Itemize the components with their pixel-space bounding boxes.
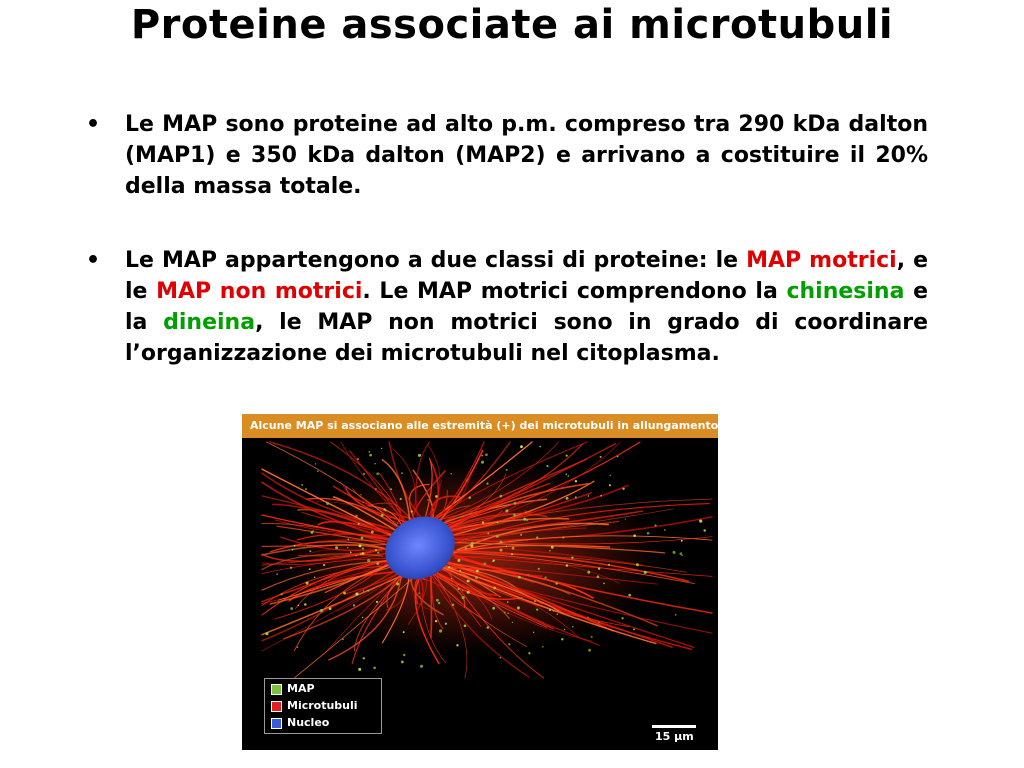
map-speckle bbox=[561, 638, 563, 640]
map-speckle bbox=[439, 629, 442, 632]
map-speckle bbox=[625, 518, 626, 519]
map-speckle bbox=[435, 620, 437, 622]
map-speckle bbox=[362, 547, 364, 549]
map-speckle bbox=[505, 509, 508, 512]
map-speckle bbox=[377, 552, 379, 554]
map-speckle bbox=[551, 546, 554, 549]
legend-swatch bbox=[271, 701, 282, 712]
map-speckle bbox=[511, 553, 513, 555]
map-speckle bbox=[361, 537, 364, 540]
map-speckle bbox=[464, 624, 467, 627]
map-speckle bbox=[470, 544, 473, 547]
map-speckle bbox=[312, 530, 314, 532]
map-speckle bbox=[504, 612, 506, 614]
text-run: , le MAP non motrici sono in grado di coordinare l’organizzazione dei microtubuli nel citoplasma. bbox=[125, 310, 929, 366]
map-speckle bbox=[290, 567, 292, 569]
map-speckle bbox=[568, 475, 570, 477]
map-speckle bbox=[396, 582, 399, 585]
slide-title: Proteine associate ai microtubuli bbox=[130, 2, 894, 48]
map-speckle bbox=[526, 519, 528, 521]
map-speckle bbox=[309, 550, 311, 552]
map-speckle bbox=[358, 544, 361, 547]
map-speckle bbox=[294, 545, 296, 547]
map-speckle bbox=[528, 652, 530, 654]
map-speckle bbox=[633, 534, 636, 537]
map-speckle bbox=[539, 446, 541, 448]
map-speckle bbox=[315, 463, 316, 464]
map-speckle bbox=[566, 497, 569, 500]
map-speckle bbox=[381, 448, 382, 449]
map-speckle bbox=[355, 515, 357, 517]
map-speckle bbox=[636, 563, 639, 566]
map-speckle bbox=[427, 499, 428, 500]
map-speckle bbox=[390, 488, 392, 490]
map-speckle bbox=[500, 657, 502, 659]
map-speckle bbox=[587, 617, 589, 619]
map-speckle bbox=[482, 521, 484, 523]
legend-label: Nucleo bbox=[287, 716, 330, 729]
legend-label: Microtubuli bbox=[287, 699, 358, 712]
legend-item-map bbox=[265, 681, 381, 697]
map-speckle bbox=[450, 473, 451, 474]
legend-label: MAP bbox=[287, 682, 315, 695]
map-speckle bbox=[598, 568, 600, 570]
map-speckle bbox=[512, 622, 513, 623]
map-speckle bbox=[588, 649, 591, 652]
map-speckle bbox=[533, 632, 534, 633]
map-speckle bbox=[418, 592, 420, 594]
map-speckle bbox=[562, 537, 564, 539]
map-speckle bbox=[420, 665, 423, 668]
map-speckle bbox=[375, 549, 377, 551]
map-speckle bbox=[608, 564, 610, 566]
bullet-text-2 bbox=[125, 245, 928, 369]
map-speckle bbox=[280, 593, 282, 595]
micrograph-figure bbox=[242, 414, 718, 750]
map-speckle bbox=[358, 668, 361, 671]
map-speckle bbox=[587, 571, 590, 574]
map-speckle bbox=[381, 514, 384, 517]
map-speckle bbox=[644, 571, 647, 574]
map-speckle bbox=[353, 604, 355, 606]
map-speckle bbox=[317, 470, 319, 472]
map-speckle bbox=[362, 552, 365, 555]
bullet-marker: • bbox=[86, 248, 101, 273]
map-speckle bbox=[487, 532, 489, 534]
map-speckle bbox=[309, 568, 311, 570]
map-speckle bbox=[362, 502, 363, 503]
map-speckle bbox=[609, 484, 611, 486]
map-speckle bbox=[487, 626, 489, 628]
map-speckle bbox=[655, 524, 657, 526]
map-speckle bbox=[508, 643, 510, 645]
map-speckle bbox=[471, 542, 474, 545]
map-speckle bbox=[512, 547, 515, 550]
map-speckle bbox=[438, 602, 440, 604]
map-speckle bbox=[457, 559, 460, 562]
map-speckle bbox=[452, 604, 455, 607]
scale-bar-label: 15 µm bbox=[655, 730, 694, 743]
map-speckle bbox=[462, 590, 463, 591]
map-speckle bbox=[617, 456, 619, 458]
map-speckle bbox=[368, 451, 370, 453]
map-speckle bbox=[556, 613, 558, 615]
map-speckle bbox=[401, 661, 404, 664]
map-speckle bbox=[435, 495, 438, 498]
map-speckle bbox=[304, 603, 307, 606]
map-speckle bbox=[492, 560, 494, 562]
map-speckle bbox=[575, 496, 577, 498]
map-speckle bbox=[457, 588, 459, 590]
map-speckle bbox=[534, 600, 536, 602]
map-speckle bbox=[538, 568, 540, 570]
map-speckle bbox=[572, 626, 574, 628]
map-speckle bbox=[298, 605, 299, 606]
map-speckle bbox=[357, 458, 359, 460]
map-speckle bbox=[566, 564, 569, 567]
text-run: e la bbox=[125, 279, 929, 335]
map-speckle bbox=[546, 465, 548, 467]
map-speckle bbox=[375, 488, 377, 490]
map-speckle bbox=[600, 495, 602, 497]
map-speckle bbox=[664, 529, 666, 531]
map-speckle bbox=[335, 546, 338, 549]
map-speckle bbox=[536, 537, 538, 539]
bullet-marker: • bbox=[86, 112, 101, 137]
map-speckle bbox=[350, 551, 352, 553]
map-speckle bbox=[542, 646, 544, 648]
map-speckle bbox=[536, 608, 538, 610]
map-speckle bbox=[699, 520, 702, 523]
map-speckle bbox=[517, 606, 520, 609]
map-speckle bbox=[436, 599, 439, 602]
map-speckle bbox=[633, 629, 635, 631]
map-speckle bbox=[520, 445, 523, 448]
map-speckle bbox=[469, 497, 471, 499]
map-speckle bbox=[481, 461, 484, 464]
map-speckle bbox=[621, 617, 623, 619]
map-speckle bbox=[598, 622, 600, 624]
map-speckle bbox=[306, 581, 309, 584]
map-speckle bbox=[513, 502, 516, 505]
map-speckle bbox=[679, 552, 682, 555]
map-speckle bbox=[506, 546, 507, 547]
map-speckle bbox=[681, 540, 683, 542]
map-speckle bbox=[506, 469, 508, 471]
map-speckle bbox=[555, 582, 557, 584]
map-speckle bbox=[544, 576, 546, 578]
map-speckle bbox=[301, 484, 303, 486]
map-speckle bbox=[329, 607, 332, 610]
figure-header: Alcune MAP si associano alle estremità (+) dei microtubuli in allungamento bbox=[242, 414, 718, 438]
map-speckle bbox=[362, 617, 363, 618]
map-speckle bbox=[265, 632, 268, 635]
map-speckle bbox=[553, 610, 554, 611]
map-speckle bbox=[468, 580, 470, 582]
map-speckle bbox=[320, 609, 323, 612]
map-speckle bbox=[647, 532, 650, 535]
map-speckle bbox=[459, 570, 461, 572]
map-speckle bbox=[376, 601, 378, 603]
map-speckle bbox=[484, 562, 487, 565]
map-speckle bbox=[451, 578, 452, 579]
map-speckle bbox=[492, 607, 495, 610]
map-speckle bbox=[564, 629, 565, 630]
map-speckle bbox=[363, 473, 365, 475]
map-speckle bbox=[476, 570, 479, 573]
map-speckle bbox=[376, 562, 379, 565]
map-speckle bbox=[369, 454, 372, 457]
scale-bar bbox=[652, 725, 696, 728]
map-speckle bbox=[355, 555, 357, 557]
highlight-chinesina: chinesina bbox=[786, 279, 905, 304]
map-speckle bbox=[549, 609, 551, 611]
map-speckle bbox=[496, 535, 499, 538]
map-speckle bbox=[360, 553, 362, 555]
map-speckle bbox=[549, 550, 551, 552]
map-speckle bbox=[507, 613, 508, 614]
map-speckle bbox=[462, 596, 465, 599]
map-speckle bbox=[418, 454, 421, 457]
map-speckle bbox=[363, 657, 365, 659]
map-speckle bbox=[290, 607, 293, 610]
map-speckle bbox=[703, 529, 706, 532]
map-speckle bbox=[673, 551, 676, 554]
map-speckle bbox=[371, 531, 374, 534]
map-speckle bbox=[628, 594, 631, 597]
map-speckle bbox=[591, 636, 593, 638]
map-speckle bbox=[292, 549, 294, 551]
map-speckle bbox=[373, 667, 376, 670]
map-speckle bbox=[597, 575, 600, 578]
map-speckle bbox=[376, 472, 379, 475]
legend-swatch bbox=[271, 684, 282, 695]
map-speckle bbox=[445, 623, 447, 625]
map-speckle bbox=[342, 638, 344, 640]
map-speckle bbox=[400, 498, 402, 500]
legend-item-microtubuli bbox=[265, 698, 381, 714]
map-speckle bbox=[507, 601, 509, 603]
text-run: Le MAP appartengono a due classi di proteine: le bbox=[125, 248, 747, 273]
map-speckle bbox=[500, 541, 503, 544]
legend-swatch bbox=[271, 718, 282, 729]
map-speckle bbox=[513, 514, 515, 516]
map-speckle bbox=[297, 647, 299, 649]
map-speckle bbox=[367, 559, 370, 562]
map-speckle bbox=[314, 577, 316, 579]
map-speckle bbox=[486, 482, 488, 484]
map-speckle bbox=[467, 591, 470, 594]
map-speckle bbox=[571, 557, 573, 559]
map-speckle bbox=[465, 547, 468, 550]
highlight-dineina: dineina bbox=[163, 310, 256, 335]
map-speckle bbox=[622, 488, 624, 490]
map-speckle bbox=[326, 502, 329, 505]
highlight-map-motrici: MAP motrici bbox=[746, 248, 897, 273]
map-speckle bbox=[411, 510, 413, 512]
map-speckle bbox=[566, 455, 568, 457]
map-speckle bbox=[565, 473, 567, 475]
figure-legend bbox=[264, 678, 382, 734]
map-speckle bbox=[499, 549, 502, 552]
map-speckle bbox=[385, 510, 387, 512]
map-speckle bbox=[360, 494, 361, 495]
map-speckle bbox=[675, 614, 677, 616]
map-speckle bbox=[518, 576, 521, 579]
map-speckle bbox=[358, 523, 360, 525]
bullet-item-2 bbox=[86, 245, 928, 369]
map-speckle bbox=[276, 573, 278, 575]
map-speckle bbox=[403, 654, 405, 656]
map-speckle bbox=[401, 472, 403, 474]
map-speckle bbox=[456, 644, 458, 646]
map-speckle bbox=[575, 480, 577, 482]
text-run: . Le MAP motrici comprendono la bbox=[362, 279, 787, 304]
map-speckle bbox=[466, 479, 467, 480]
map-speckle bbox=[520, 534, 522, 536]
map-speckle bbox=[347, 547, 348, 548]
map-speckle bbox=[475, 576, 478, 579]
bullet-text-1: Le MAP sono proteine ad alto p.m. compreso tra 290 kDa dalton (MAP1) e 350 kDa dalton (MAP2) e arrivano a costituire il 20% della massa totale. bbox=[125, 112, 928, 199]
map-speckle bbox=[305, 488, 307, 490]
map-speckle bbox=[343, 592, 346, 595]
map-speckle bbox=[374, 463, 375, 464]
map-speckle bbox=[367, 590, 369, 592]
legend-item-nucleo bbox=[265, 715, 381, 731]
map-speckle bbox=[481, 455, 483, 457]
map-speckle bbox=[499, 495, 502, 498]
map-speckle bbox=[485, 453, 488, 456]
map-speckle bbox=[363, 590, 364, 591]
map-speckle bbox=[588, 495, 589, 496]
map-speckle bbox=[523, 518, 526, 521]
highlight-map-non-motrici: MAP non motrici bbox=[156, 279, 363, 304]
map-speckle bbox=[603, 583, 605, 585]
map-speckle bbox=[527, 574, 528, 575]
map-speckle bbox=[355, 592, 358, 595]
bullet-item-1 bbox=[86, 109, 928, 202]
map-speckle bbox=[403, 631, 405, 633]
text-run: , e le bbox=[125, 248, 929, 304]
map-speckle bbox=[448, 566, 450, 568]
map-speckle bbox=[323, 564, 325, 566]
map-speckle bbox=[493, 587, 496, 590]
map-speckle bbox=[600, 456, 602, 458]
map-speckle bbox=[347, 538, 349, 540]
map-speckle bbox=[609, 475, 611, 477]
map-speckle bbox=[497, 521, 499, 523]
